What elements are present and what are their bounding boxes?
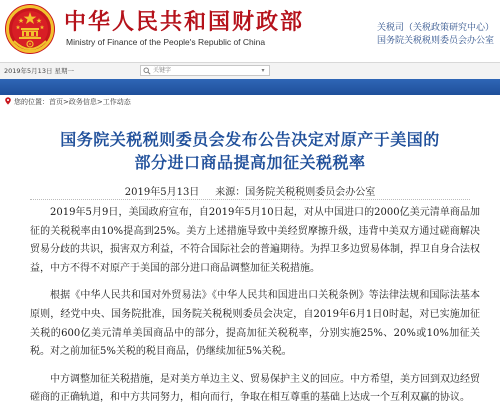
breadcrumb-prefix: 您的位置：: [14, 98, 49, 106]
article-paragraph-2[interactable]: 根据《中华人民共和国对外贸易法》《中华人民共和国进出口关税条例》等法律法规和国际法基本原则，经党中央、国务院批准，国务院关税税则委员会决定，自2019年6月1日0时起，对已实施加征关税的600亿美元清单美国商品中的部分，提高加征关税税率，分别实施25%、20%或10%加征关税。对之前加征5%关税的税目商品，仍继续加征5%关税。: [30, 290, 480, 358]
department-line-1[interactable]: [377, 22, 494, 35]
article-title: [0, 128, 500, 174]
article-paragraph-1[interactable]: 2019年5月9日，美国政府宣布，自2019年5月10日起，对从中国进口的2000亿美元清单商品加征的关税税率由10%提高到25%。美方上述措施导致中美经贸摩擦升级，违背中美双方通过磋商解决贸易分歧的共识，损害双方利益，不符合国际社会的普遍期待。为捍卫多边贸易体制，捍卫自身合法权益，中方不得不对原产于美国的部分进口商品调整加征关税措施。: [30, 207, 480, 274]
search-input[interactable]: [153, 66, 243, 75]
breadcrumb-separator: >: [63, 98, 69, 106]
breadcrumb-govinfo-link[interactable]: 政务信息: [68, 98, 97, 106]
chevron-down-icon[interactable]: ▾: [261, 67, 265, 74]
article-paragraph-3[interactable]: 中方调整加征关税措施，是对美方单边主义、贸易保护主义的回应。中方希望，美方回到双边经贸磋商的正确轨道，和中方共同努力，相向而行，争取在相互尊重的基础上达成一个互利双赢的协议。: [30, 373, 480, 404]
department-info: [377, 22, 494, 48]
search-icon[interactable]: [143, 67, 151, 75]
ministry-name-cn[interactable]: 中华人民共和国财政部: [64, 9, 305, 35]
department-name[interactable]: 关税司（关税政策研究中心）: [376, 23, 494, 33]
meta-divider: [30, 199, 470, 200]
article-date: 2019年5月13日: [124, 187, 200, 198]
top-toolbar: [0, 62, 500, 80]
ministry-name-en: Ministry of Finance of the People's Republic of China: [66, 37, 266, 47]
article-meta: [0, 183, 500, 198]
search-box[interactable]: [140, 65, 270, 76]
article-body: [30, 204, 480, 414]
national-emblem-icon[interactable]: [4, 3, 56, 55]
breadcrumb-separator: >: [96, 98, 103, 106]
breadcrumb-home-link[interactable]: 首页: [49, 98, 63, 106]
site-header: [0, 0, 500, 58]
department-line-2[interactable]: 国务院关税税则委员会办公室: [376, 36, 494, 46]
location-pin-icon: [4, 97, 12, 105]
breadcrumb-workupdates-link[interactable]: 工作动态: [102, 98, 131, 106]
article-source-label: 来源：: [215, 187, 246, 198]
article-title-line-2: 部分进口商品提高加征关税税率: [134, 153, 366, 172]
article-source: 国务院关税税则委员会办公室: [245, 187, 376, 198]
current-date: 2019年5月13日 星期一: [4, 67, 75, 75]
main-nav-bar: [0, 79, 500, 95]
breadcrumb: [4, 97, 131, 109]
article-title-line-1: 国务院关税税则委员会发布公告决定对原产于美国的: [60, 130, 440, 149]
